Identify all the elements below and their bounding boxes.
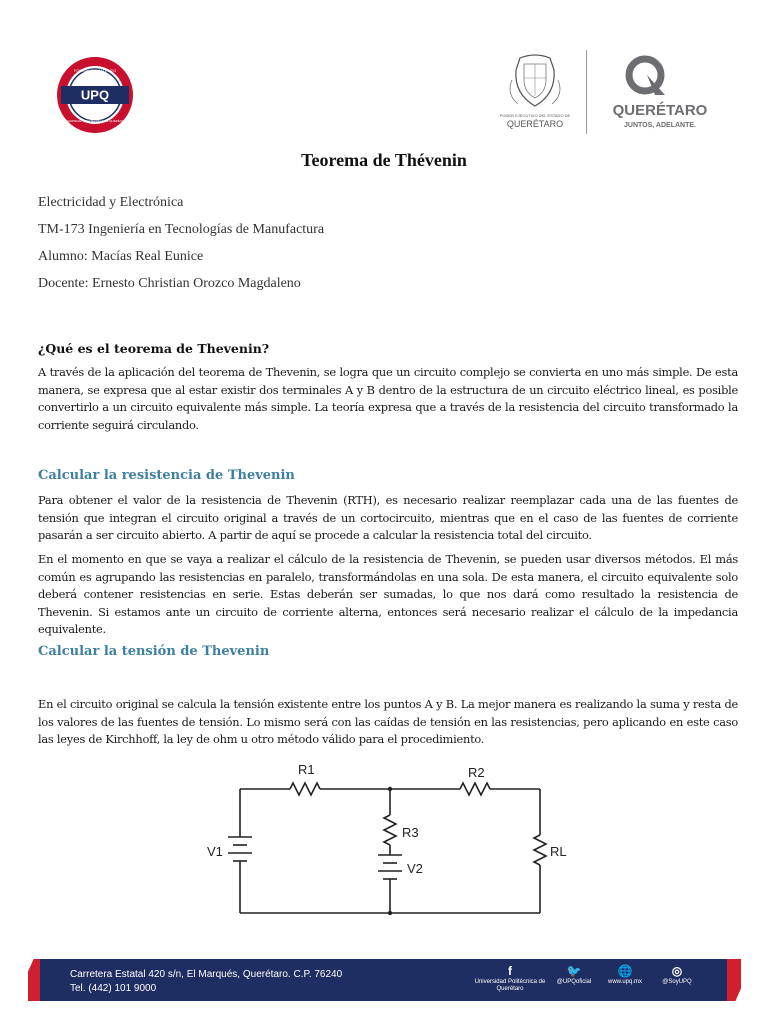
course-line: TM-173 Ingeniería en Tecnologías de Manufactura	[38, 222, 325, 237]
label-r2: R2	[468, 765, 485, 780]
footer-bar	[40, 959, 729, 1001]
facebook-label: Universidad Politécnica de Querétaro	[474, 979, 546, 992]
resistor-r1	[290, 783, 320, 795]
thevenin-circuit-diagram	[195, 755, 585, 930]
upq-logo-text: UNIVERSIDAD POLITÉCNICA DE QUERÉTARO	[62, 119, 128, 123]
paragraph-what-is: A través de la aplicación del teorema de Thevenin, se logra que un circuito complejo se convierta en uno más simple. De esta manera, se expresa que al estar existir dos terminales A y B dentro de la estructura de un circuito eléctrico lineal, es posible convertirlo a un circuito equivalente más simple. La teoría expresa que a través de la resistencia del circuito transformado la corriente seguirá circulando.	[38, 365, 738, 432]
label-r1: R1	[298, 762, 315, 777]
label-rl: RL	[550, 844, 567, 859]
section-heading-voltage: Calcular la tensión de Thevenin	[38, 644, 270, 659]
section-heading-what-is: ¿Qué es el teorema de Thevenin?	[38, 341, 270, 356]
paragraph-voltage: En el circuito original se calcula la tensión existente entre los puntos A y B. La mejor manera es realizando la suma y resta de los valores de las fuentes de tensión. Lo mismo será con las caídas de tensión en las resistencias, pero aplicando en este caso las leyes de Kirchhoff, la ley de ohm u otro método válido para el procedimiento.	[38, 697, 738, 747]
state-seal-line2: QUERÉTARO	[506, 119, 564, 129]
teacher-line: Docente: Ernesto Christian Orozco Magdaleno	[38, 276, 301, 291]
queretaro-name: QUERÉTARO	[612, 102, 708, 119]
upq-logo	[55, 55, 135, 135]
resistor-rl	[534, 835, 546, 865]
upq-logo-band: FORMANDO TALENTO	[73, 68, 117, 73]
paragraph-resistance-1: Para obtener el valor de la resistencia de Thevenin (RTH), es necesario realizar reemplazar cada una de las fuentes de tensión que integran el circuito original a través de un cortocircuito, mientras que en el caso de las fuentes de corriente pasarán a ser circuito abierto. A partir de aquí se procede a calcular la resistencia total del circuito.	[38, 493, 738, 543]
social-twitter[interactable]	[550, 963, 598, 986]
website-label: www.upq.mx	[607, 979, 642, 985]
social-website[interactable]	[600, 963, 650, 986]
social-facebook[interactable]	[468, 963, 552, 993]
queretaro-logo	[605, 55, 715, 135]
label-v1: V1	[207, 844, 223, 859]
queretaro-tagline: JUNTOS, ADELANTE.	[624, 122, 696, 129]
footer-phone: Tel. (442) 101 9000	[70, 983, 157, 994]
student-line: Alumno: Macías Real Eunice	[38, 249, 204, 264]
footer-accent-right	[727, 959, 741, 1001]
globe-icon: 🌐	[617, 964, 633, 978]
footer-address: Carretera Estatal 420 s/n, El Marqués, Querétaro. C.P. 76240	[70, 969, 343, 980]
social-instagram[interactable]	[652, 963, 702, 986]
label-v2: V2	[407, 861, 423, 876]
state-seal-line1: PODER EJECUTIVO DEL ESTADO DE	[499, 113, 571, 118]
instagram-label: @SoyUPQ	[662, 979, 692, 985]
header-divider	[586, 50, 587, 134]
subject-line: Electricidad y Electrónica	[38, 195, 184, 210]
twitter-icon: 🐦	[566, 964, 582, 978]
state-seal-logo	[498, 50, 573, 135]
upq-logo-abbr: UPQ	[80, 87, 110, 103]
label-r3: R3	[402, 825, 419, 840]
twitter-label: @UPQoficial	[556, 979, 592, 985]
resistor-r3	[384, 815, 396, 845]
section-heading-resistance: Calcular la resistencia de Thevenin	[38, 468, 295, 483]
resistor-r2	[460, 783, 490, 795]
document-title: Teorema de Thévenin	[301, 150, 467, 170]
paragraph-resistance-2: En el momento en que se vaya a realizar el cálculo de la resistencia de Thevenin, se pueden usar diversos métodos. El más común es agrupando las resistencias en paralelo, transformándolas en una sola. De esta manera, el circuito equivalente solo deberá contener resistencias en serie. Estas deberán ser sumadas, lo que nos dará como resultado la resistencia de Thevenin. Si estamos ante un circuito de corriente alterna, entonces será necesario realizar el cálculo de la impedancia equivalente.	[38, 552, 738, 637]
facebook-icon: f	[508, 964, 512, 978]
instagram-icon: ◎	[671, 964, 683, 978]
